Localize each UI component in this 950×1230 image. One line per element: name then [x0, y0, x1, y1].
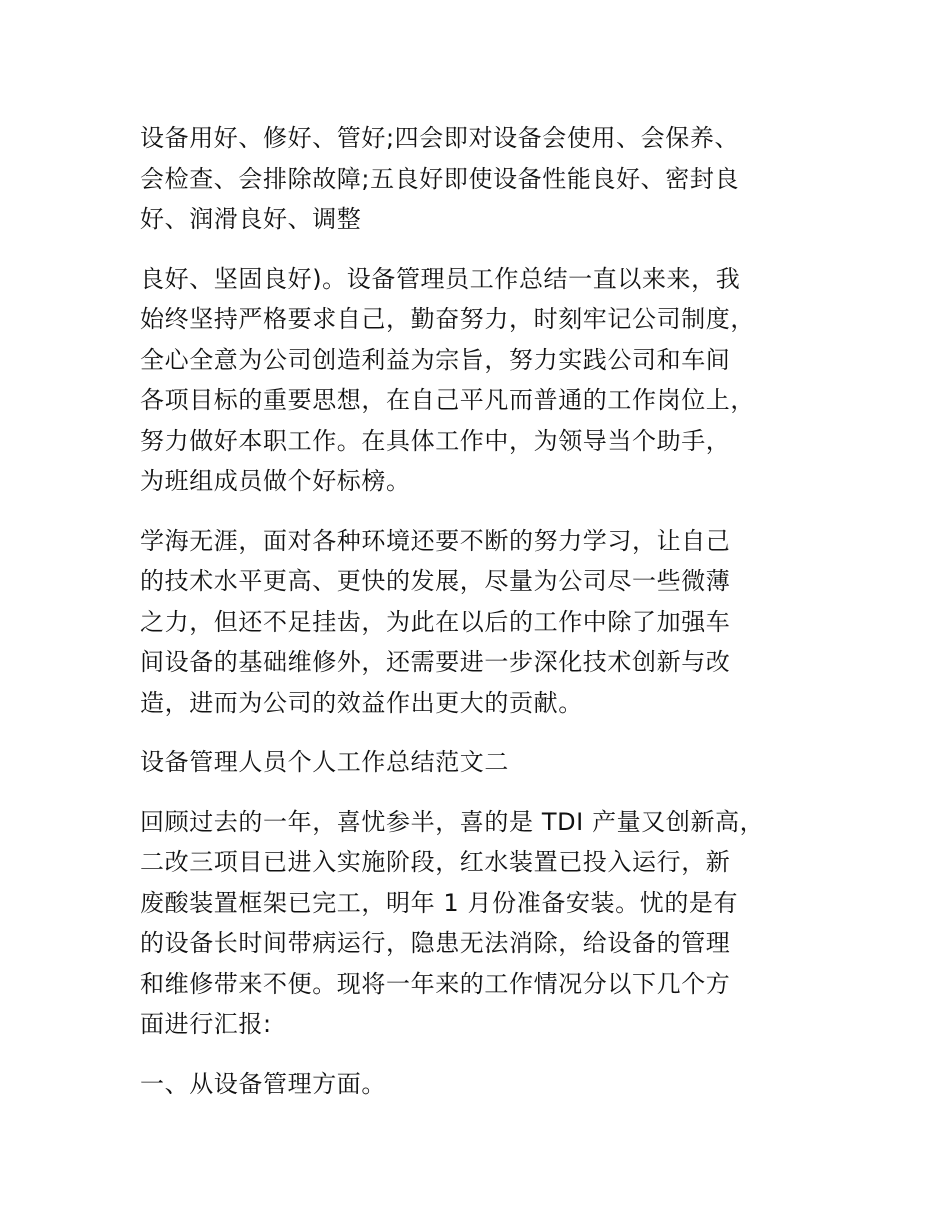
- paragraph-equipment-standards: [140, 118, 812, 240]
- text-line: 始终坚持严格要求自己，勤奋努力，时刻牢记公司制度，: [140, 305, 755, 333]
- text-line: 努力做好本职工作。在具体工作中，为领导当个助手，: [140, 426, 731, 455]
- text-line: 设备用好、修好、管好;四会即对设备会使用、会保养、: [140, 124, 740, 152]
- text-line: 面进行汇报:: [140, 1010, 272, 1038]
- text-line: 设备管理人员个人工作总结范文二: [140, 748, 509, 776]
- paragraph-year-review: [140, 802, 812, 1045]
- paragraph-learning: [140, 521, 812, 724]
- text-line: 的设备长时间带病运行，隐患无法消除，给设备的管理: [140, 929, 731, 957]
- text-line: 好、润滑良好、调整: [140, 205, 362, 233]
- text-line: 学海无涯，面对各种环境还要不断的努力学习，让自己: [140, 526, 731, 555]
- text-line: 之力，但还不足挂齿，为此在以后的工作中除了加强车: [140, 607, 731, 636]
- text-line: 为班组成员做个好标榜。: [140, 467, 411, 495]
- text-line: 回顾过去的一年，喜忧参半，喜的是 TDI 产量又创新高，: [140, 807, 765, 836]
- text-line: 的技术水平更高、更快的发展，尽量为公司尽一些微薄: [140, 567, 731, 595]
- document-body: [140, 118, 812, 1104]
- section-heading: [140, 742, 812, 783]
- text-line: 二改三项目已进入实施阶段，红水装置已投入运行，新: [140, 848, 731, 876]
- paragraph-work-summary: [140, 259, 812, 502]
- text-line: 和维修带来不便。现将一年来的工作情况分以下几个方: [140, 969, 731, 998]
- text-line: 全心全意为公司创造利益为宗旨，努力实践公司和车间: [140, 345, 731, 374]
- text-line: 一、从设备管理方面。: [140, 1069, 386, 1098]
- text-line: 各项目标的重要思想，在自己平凡而普通的工作岗位上，: [140, 386, 755, 414]
- text-line: 废酸装置框架已完工，明年 1 月份准备安装。忧的是有: [140, 888, 739, 917]
- text-line: 造，进而为公司的效益作出更大的贡献。: [140, 688, 583, 717]
- text-line: 间设备的基础维修外，还需要进一步深化技术创新与改: [140, 648, 731, 676]
- text-line: 会检查、会排除故障;五良好即使设备性能良好、密封良: [140, 164, 740, 193]
- section-item-heading: [140, 1064, 812, 1105]
- text-line: 良好、坚固良好)。设备管理员工作总结一直以来来，我: [140, 264, 741, 293]
